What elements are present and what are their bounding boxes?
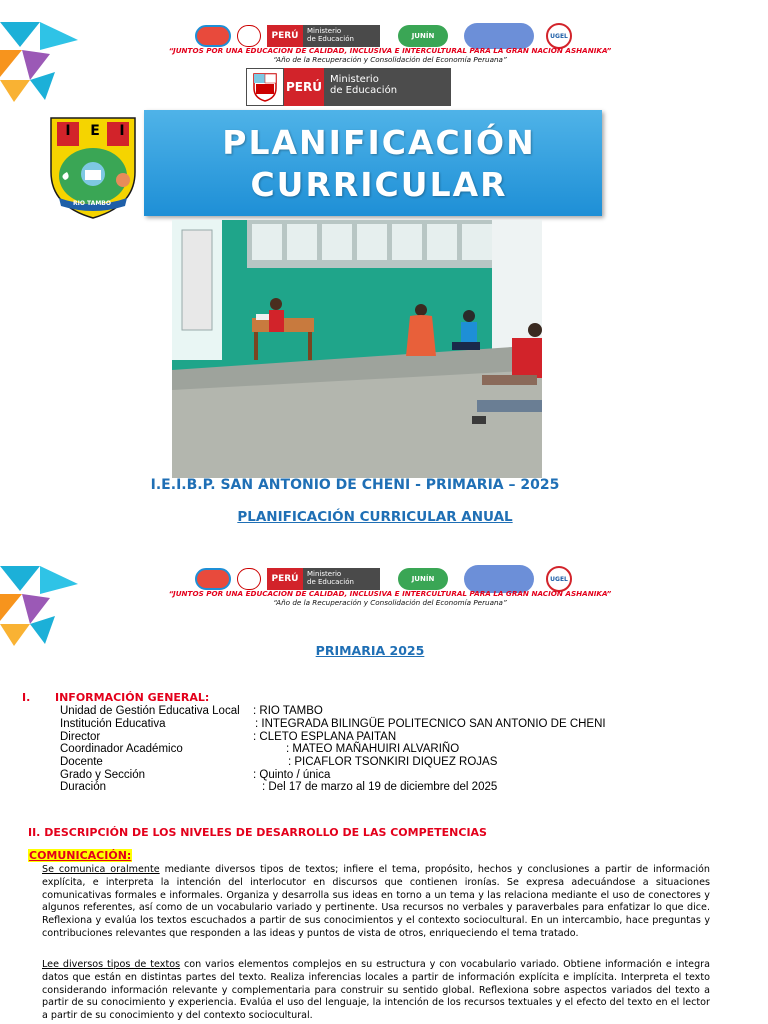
peru-coat-of-arms-icon — [246, 68, 284, 106]
info-label-ugel: Unidad de Gestión Educativa Local — [60, 705, 240, 717]
section2-title: II. DESCRIPCIÓN DE LOS NIVELES DE DESARROLLO DE LAS COMPETENCIAS — [28, 826, 487, 839]
peru-shield-icon-2 — [237, 568, 261, 590]
header-motto: “JUNTOS POR UNA EDUCACION DE CALIDAD, INCLUSIVA E INTERCULTURAL PARA LA GRAN NACION ASHANIKA” — [168, 46, 612, 55]
minedu-peru-label-2: PERÚ — [267, 568, 303, 590]
classroom-photo — [172, 220, 542, 478]
paragraph-oral-text: mediante diversos tipos de textos; infiere el tema, propósito, hechos y conclusiones a partir de información explícita, e interpreta la intención del interlocutor en discursos que contienen ironías. Se expresa adecuándose a situaciones comunicativas formales e informales. Organiza y desarrolla sus ideas en torno a un tema y las relaciona mediante el uso de conectores y algunos referentes, así como de un vocabulario variado y pertinente. Usa recursos no verbales y paraverbales para enfatizar lo que dice. Reflexiona y evalúa los textos escuchados a partir de sus conocimientos y el contexto sociocultural. En un intercambio, hace preguntas y contribuciones relevantes que responden a las ideas y puntos de vista de otros, enriqueciendo el tema tratado. — [42, 864, 710, 939]
section1-title: INFORMACIÓN GENERAL: — [55, 691, 210, 704]
junin-label: JUNÍN — [411, 32, 435, 40]
logo-row-middle — [195, 567, 575, 591]
area-title-comunicacion: COMUNICACIÓN: — [29, 849, 132, 862]
info-label-grade: Grado y Sección — [60, 769, 146, 781]
ugel-label: UGEL — [550, 32, 568, 40]
banner-title-line1: PLANIFICACIÓN — [222, 123, 536, 162]
annual-plan-title: PLANIFICACIÓN CURRICULAR ANUAL — [237, 509, 513, 525]
minedu-peru-label: PERÚ — [267, 25, 303, 47]
crest-letter-1: I — [65, 123, 71, 139]
minedu-logo-small — [267, 25, 380, 47]
info-label-institution: Institución Educativa — [60, 718, 166, 730]
title-banner — [144, 110, 602, 216]
minedu-line2-2: de Educación — [307, 578, 354, 586]
level-title: PRIMARIA 2025 — [315, 643, 425, 658]
ugel-label-2: UGEL — [550, 575, 568, 583]
paragraph-reading-text: con varios elementos complejos en su estructura y con vocabulario variado. Obtiene información e integra datos que están en distintas partes del texto. Realiza inferencias locales a partir de información explícita e implícita. Interpreta el texto considerando información relevante y complementaria para construir su sentido global. Reflexiona sobre aspectos variados del texto a partir de su conocimiento y experiencia. Evalúa el uso del lenguaje, la intención de los recursos textuales y el efecto del texto en el lector a partir de su conocimiento y del contexto sociocultural. — [42, 959, 710, 1022]
info-value-duration: : Del 17 de marzo al 19 de diciembre del 2025 — [262, 781, 498, 793]
info-value-coordinator: : MATEO MAÑAHUIRI ALVARIÑO — [286, 743, 460, 755]
decorative-triangles-middle — [0, 566, 78, 646]
decorative-triangles-top — [0, 22, 78, 102]
paragraph-reading — [42, 959, 710, 1023]
section1-number: I. — [22, 691, 31, 704]
paragraph-oral-lead: Se comunica oralmente — [42, 864, 160, 875]
junin-logo — [398, 25, 448, 47]
minedu-large-peru-label: PERÚ — [284, 68, 324, 106]
info-label-director: Director — [60, 731, 101, 743]
minedu-large-line1: Ministerio — [330, 74, 379, 85]
info-value-teacher: : PICAFLOR TSONKIRI DIQUEZ ROJAS — [288, 756, 498, 768]
minedu-large-line2: de Educación — [330, 85, 398, 96]
peru-shield-icon — [237, 25, 261, 47]
ugel-logo-icon-2 — [195, 568, 231, 590]
institution-title: I.E.I.B.P. SAN ANTONIO DE CHENI - PRIMARIA – 2025 — [150, 477, 560, 493]
junin-logo-2 — [398, 568, 448, 590]
header-year-name-2: “Año de la Recuperación y Consolidación del Economía Peruana” — [273, 598, 507, 607]
paragraph-reading-lead: Lee diversos tipos de textos — [42, 959, 181, 970]
minedu-line1-2: Ministerio — [307, 570, 342, 578]
info-label-coordinator: Coordinador Académico — [60, 743, 183, 755]
minedu-line1: Ministerio — [307, 27, 342, 35]
info-label-teacher: Docente — [60, 756, 103, 768]
minedu-logo-large — [246, 68, 451, 106]
info-label-duration: Duración — [60, 781, 107, 793]
paragraph-oral — [42, 864, 710, 941]
banner-title-line2: CURRICULAR — [250, 165, 508, 204]
minedu-logo-small-2 — [267, 568, 380, 590]
junin-label-2: JUNÍN — [411, 575, 435, 583]
info-value-director: : CLETO ESPLANA PAITAN — [253, 731, 397, 743]
header-year-name: “Año de la Recuperación y Consolidación del Economía Peruana” — [273, 55, 507, 64]
logo-row-top — [195, 24, 575, 48]
info-value-grade: : Quinto / única — [253, 769, 331, 781]
minedu-line2: de Educación — [307, 35, 354, 43]
crest-letter-3: I — [119, 123, 125, 139]
info-value-ugel: : RIO TAMBO — [253, 705, 323, 717]
header-motto-2: “JUNTOS POR UNA EDUCACION DE CALIDAD, INCLUSIVA E INTERCULTURAL PARA LA GRAN NACION ASHANIKA” — [168, 589, 612, 598]
info-value-institution: : INTEGRADA BILINGÜE POLITECNICO SAN ANTONIO DE CHENI — [255, 718, 606, 730]
crest-letter-2: E — [90, 123, 100, 139]
crest-ribbon-text: RIO TAMBO — [73, 200, 111, 207]
ugel-logo-icon — [195, 25, 231, 47]
crest-letters — [57, 123, 133, 145]
